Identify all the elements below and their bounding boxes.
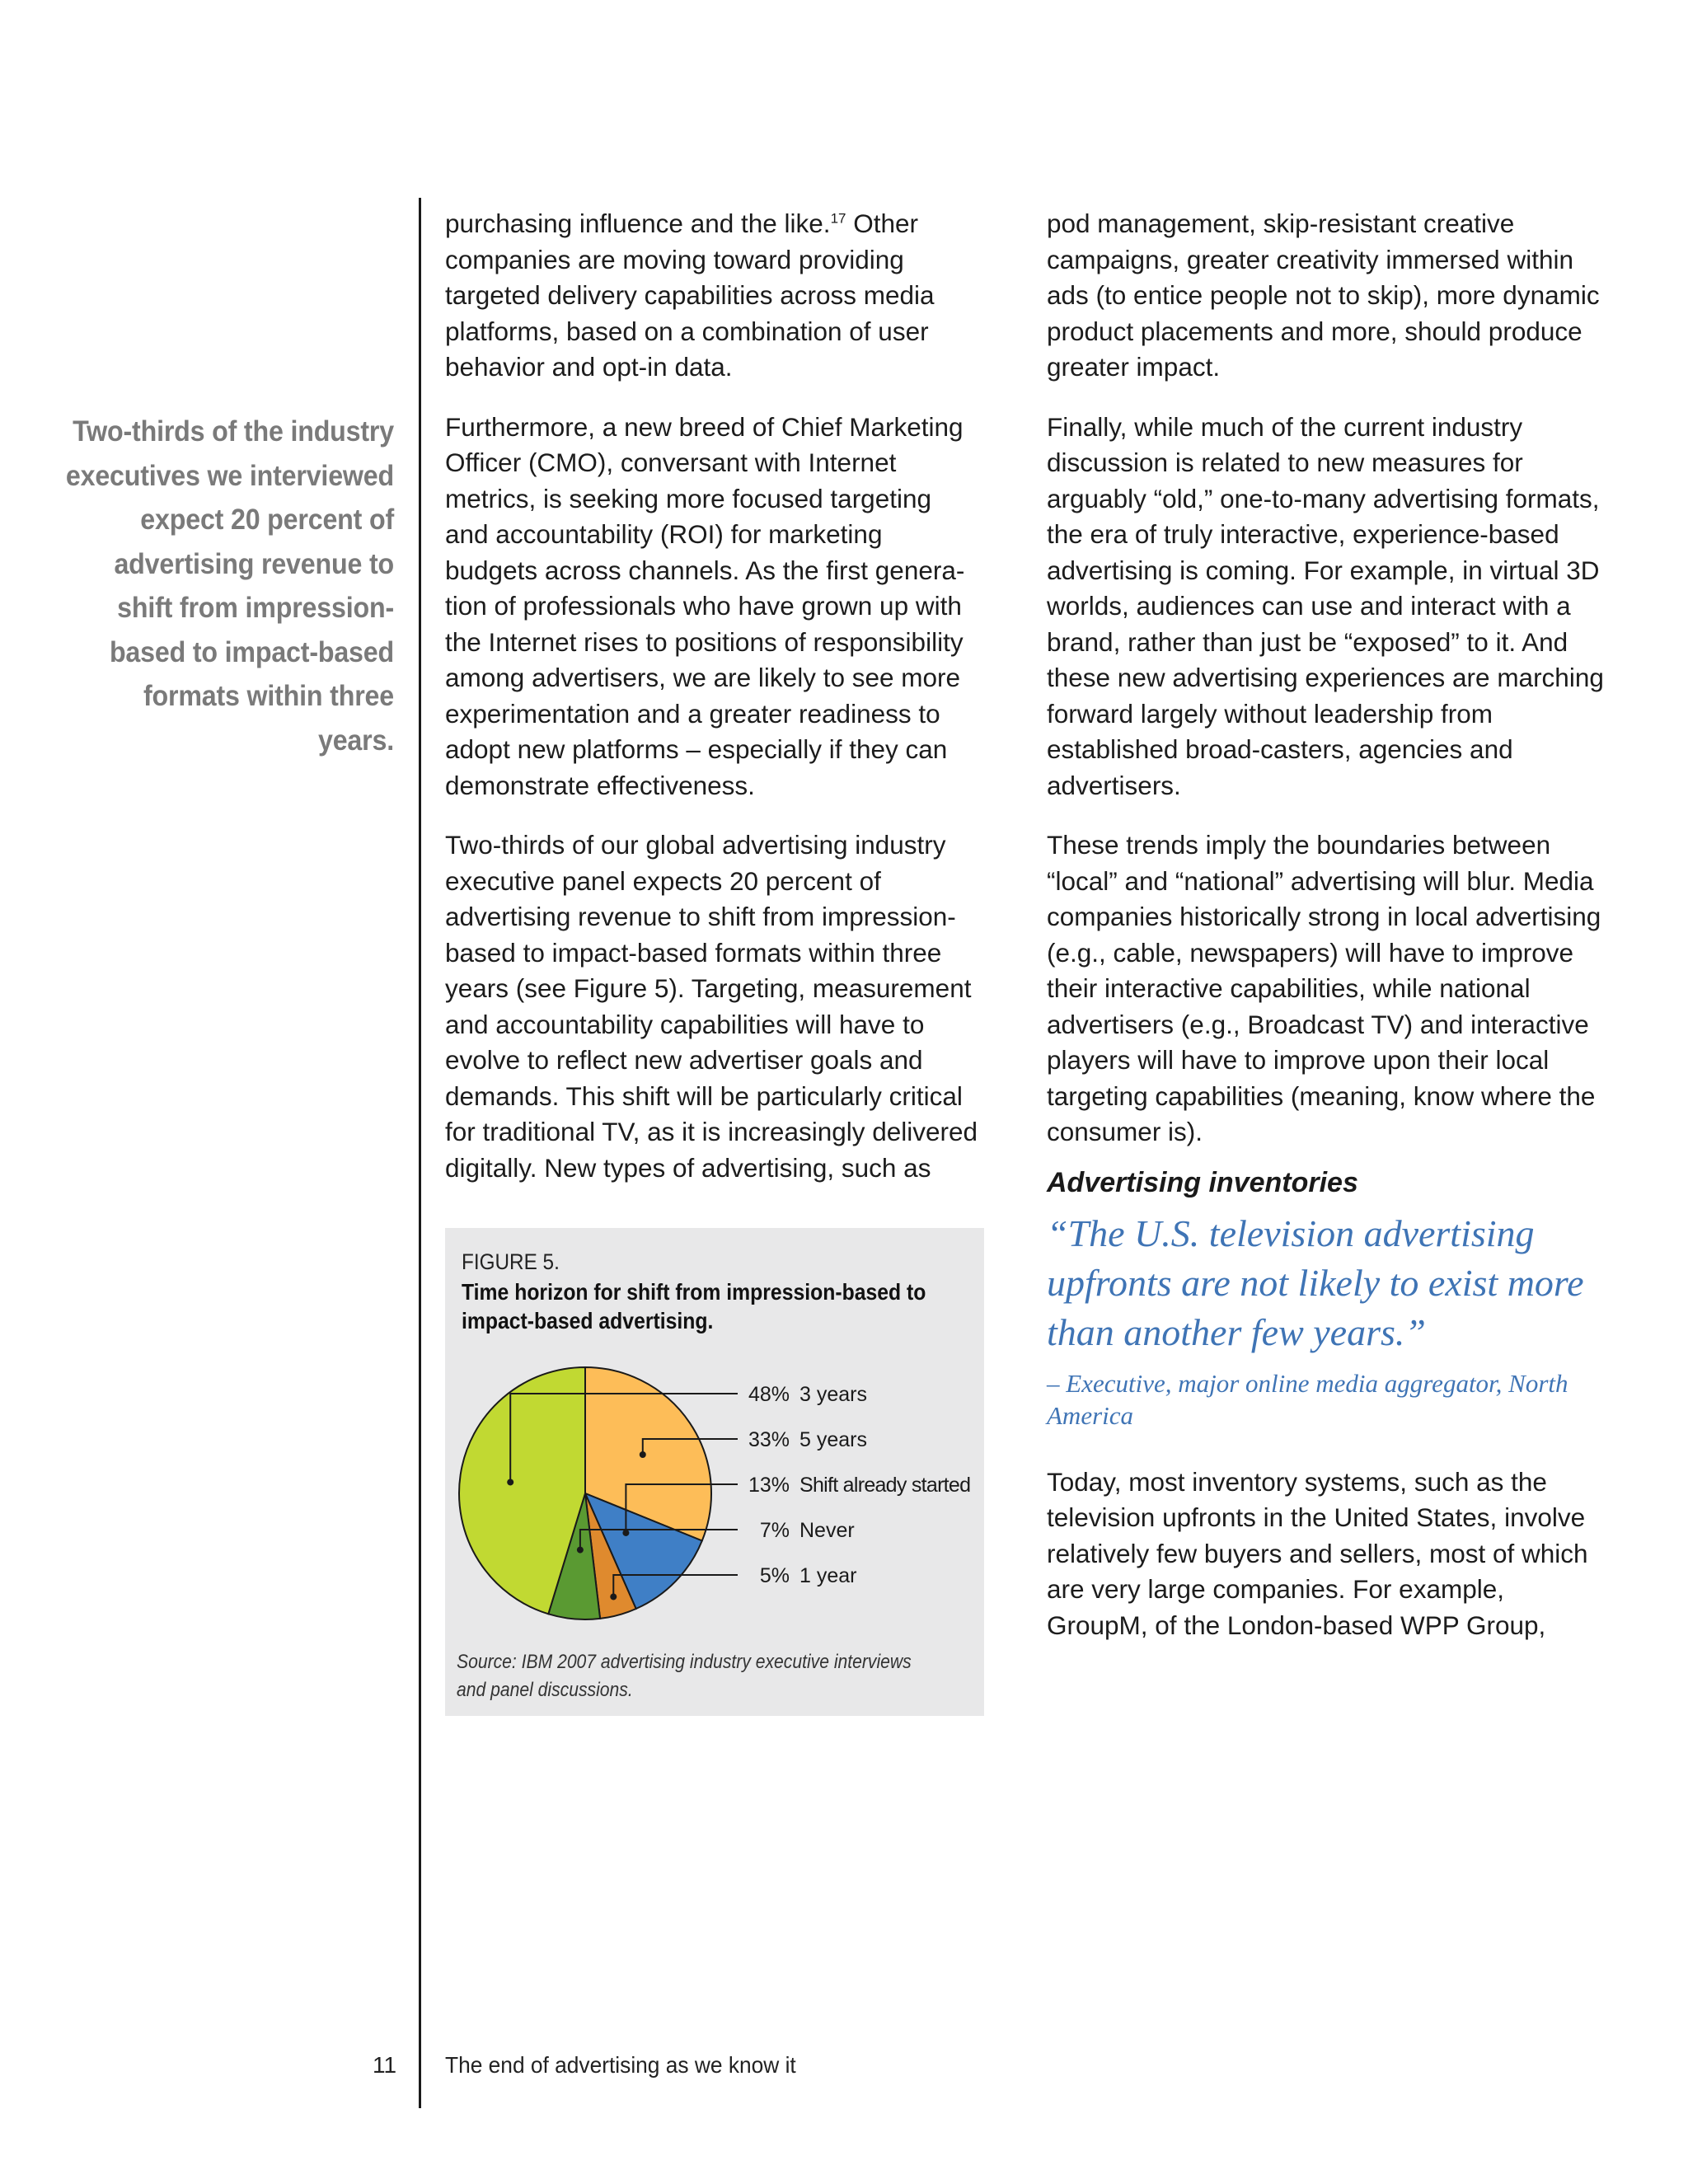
- slice-value-label: 33%: [748, 1428, 790, 1451]
- quote-attribution: – Executive, major online media aggregator, North America: [1047, 1368, 1568, 1430]
- paragraph: pod management, skip-resistant creative campaigns, greater creativity immersed within ads (to entice people not to skip), more dynamic product placements and more, should produce greater impact.: [1047, 209, 1600, 382]
- slice-value-label: 48%: [748, 1383, 790, 1406]
- page-number: 11: [373, 2052, 397, 2078]
- figure-title: Time horizon for shift from impression-based to impact-based advertising.: [462, 1279, 926, 1333]
- slice-category-label: 3 years: [799, 1383, 867, 1406]
- pie-chart: [445, 1228, 984, 1640]
- pull-quote: Two-thirds of the industry executives we interviewed expect 20 percent of advertising revenue to shift from impression-based to impact-based formats within three years.: [65, 415, 395, 757]
- paragraph: Today, most inventory systems, such as the television upfronts in the United States, involve relatively few buyers and sellers, most of which are very large companies. For example, GroupM, of the London-based WPP Group,: [1047, 1466, 1588, 1640]
- leader-dot: [610, 1593, 617, 1600]
- slice-category-label: Never: [799, 1519, 855, 1542]
- leader-dot: [622, 1530, 629, 1536]
- running-footer-title: The end of advertising as we know it: [445, 2052, 796, 2078]
- figure-5: [445, 1228, 984, 1716]
- paragraph: [445, 206, 981, 386]
- highlight-quote: “The U.S. television advertising upfronts are not likely to exist more than another few years.”: [1047, 1212, 1584, 1353]
- paragraph: Furthermore, a new breed of Chief Marketing Officer (CMO), conversant with Internet metrics, is seeking more focused targeting and accountability (ROI) for marketing budgets across channels. As the first genera-tion of professionals who have grown up with the Internet rises to positions of responsibility among advertisers, we are likely to see more experimentation and a greater readiness to adopt new platforms – especially if they can demonstrate effectiveness.: [445, 411, 965, 800]
- slice-value-label: 13%: [748, 1474, 790, 1497]
- figure-source: Source: IBM 2007 advertising industry executive interviews and panel discussions.: [457, 1651, 912, 1701]
- figure-number: FIGURE 5.: [462, 1249, 560, 1274]
- slice-value-label: 7%: [759, 1519, 790, 1542]
- text-column-left: [445, 206, 981, 1210]
- paragraph: These trends imply the boundaries between “local” and “national” advertising will blur. Media companies historically strong in local advertising (e.g., cable, newspapers) will have to improve their interactive capabilities, while national advertisers (e.g., Broadcast TV) and interactive players will have to improve upon their local targeting capabilities (meaning, know where the consumer is).: [1047, 830, 1601, 1146]
- paragraph: Finally, while much of the current industry discussion is related to new measures for arguably “old,” one-to-many advertising formats, the era of truly interactive, experience-based advertising is coming. For example, in virtual 3D worlds, audiences can use and interact with a brand, rather than just be “exposed” to it. And these new advertising experiences are marching forward largely without leadership from established broad-casters, agencies and advertisers.: [1047, 411, 1604, 800]
- text-column-right: [1047, 206, 1607, 1667]
- paragraph-text: purchasing influence and the like.: [445, 209, 831, 238]
- slice-value-label: 5%: [759, 1564, 790, 1587]
- leader-dot: [577, 1547, 584, 1554]
- slice-category-label: 5 years: [799, 1428, 867, 1451]
- section-heading: Advertising inventories: [1047, 1166, 1358, 1198]
- paragraph: Two-thirds of our global advertising industry executive panel expects 20 percent of advertising revenue to shift from impression-based to impact-based formats within three years (see Figure 5). Targeting, measurement and accountability capabilities will have to evolve to reflect new advertiser goals and demands. This shift will be particularly critical for traditional TV, as it is increasingly delivered digitally. New types of advertising, such as: [445, 830, 978, 1183]
- slice-category-label: 1 year: [799, 1564, 857, 1587]
- column-divider-rule: [419, 198, 421, 2108]
- footnote-ref[interactable]: 17: [830, 210, 846, 227]
- paragraph-text: Other companies are moving toward providing targeted delivery capabilities across media platforms, based on a combination of user behavior and opt-in data.: [445, 209, 935, 382]
- leader-dot: [640, 1451, 646, 1458]
- leader-dot: [507, 1479, 513, 1485]
- slice-category-label: Shift already started: [799, 1474, 971, 1497]
